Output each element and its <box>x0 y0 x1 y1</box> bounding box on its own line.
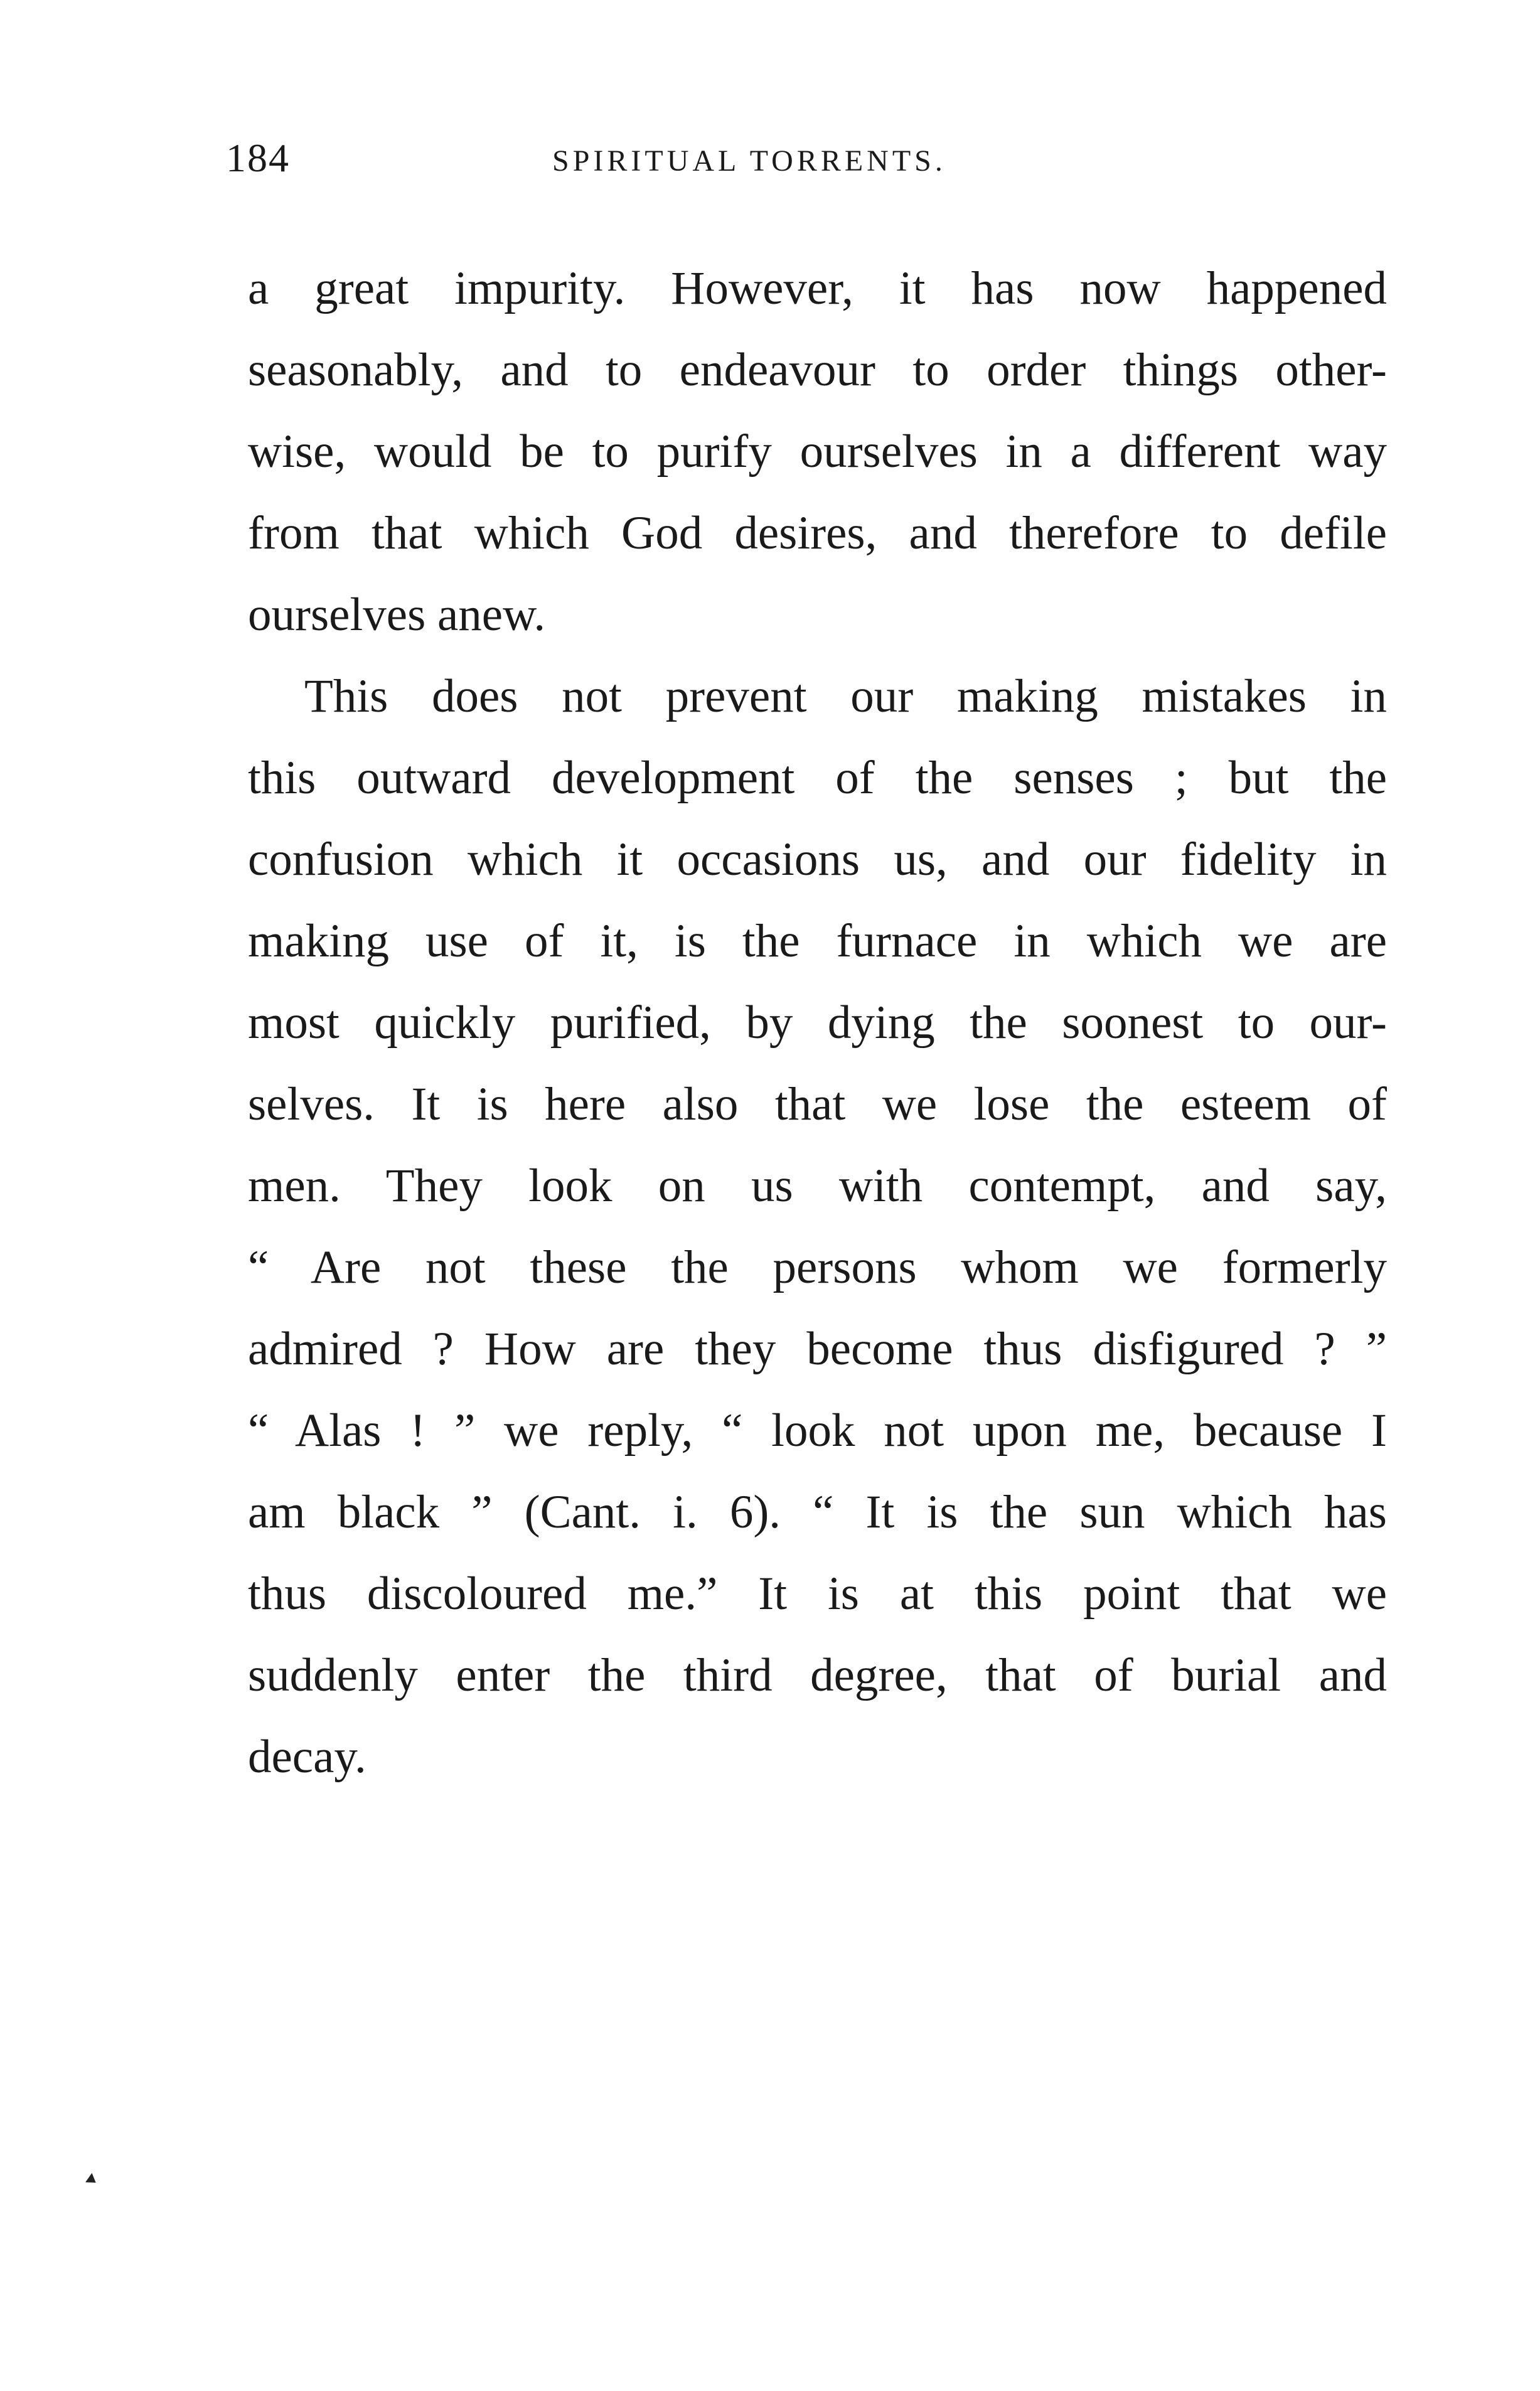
paragraph <box>248 656 1387 1798</box>
text-line: wise, would be to purify ourselves in a different way <box>248 425 1387 478</box>
text-line: thus discoloured me.” It is at this point that we <box>248 1568 1387 1620</box>
text-line: most quickly purified, by dying the soonest to our- <box>248 997 1387 1049</box>
page-header <box>226 135 1418 191</box>
text-line: “ Are not these the persons whom we formerly <box>248 1241 1387 1293</box>
text-line: from that which God desires, and therefore to defile <box>248 507 1387 559</box>
text-line: am black ” (Cant. i. 6). “ It is the sun which has <box>248 1486 1387 1538</box>
text-line: making use of it, is the furnace in which we are <box>248 915 1387 967</box>
text-line: men. They look on us with contempt, and say, <box>248 1160 1387 1212</box>
paragraph <box>248 248 1387 656</box>
text-line: suddenly enter the third degree, that of burial and <box>248 1649 1387 1701</box>
page-number: 184 <box>226 136 290 180</box>
text-line: decay. <box>248 1731 366 1783</box>
text-line: confusion which it occasions us, and our fidelity in <box>248 833 1387 885</box>
running-title: SPIRITUAL TORRENTS. <box>552 144 946 178</box>
text-line: selves. It is here also that we lose the esteem of <box>248 1078 1387 1130</box>
text-line: admired ? How are they become thus disfigured ? ” <box>248 1323 1387 1375</box>
text-line: seasonably, and to endeavour to order things other- <box>248 344 1387 396</box>
text-line: this outward development of the senses ; but the <box>248 752 1387 804</box>
body-text <box>248 248 1387 1798</box>
text-line: This does not prevent our making mistakes in <box>304 670 1387 722</box>
text-line: “ Alas ! ” we reply, “ look not upon me, because I <box>248 1404 1387 1457</box>
text-line: ourselves anew. <box>248 589 546 641</box>
printer-mark-icon <box>85 2173 99 2188</box>
text-line: a great impurity. However, it has now happened <box>248 262 1387 314</box>
